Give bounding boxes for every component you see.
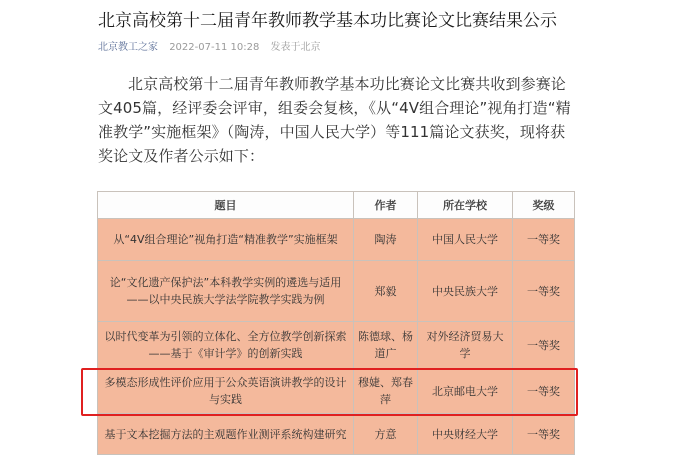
cell-author: 陶涛: [354, 219, 418, 261]
cell-award: 一等奖: [513, 414, 575, 455]
article-meta: [98, 38, 321, 53]
table-row: [98, 219, 575, 261]
intro-paragraph: 北京高校第十二届青年教师教学基本功比赛论文比赛共收到参赛论文405篇，经评委会评审，组委会复核，《从“4V组合理论”视角打造“精准教学”实施框架》（陶涛，中国人民大学）等111篇论文获奖，现将获奖论文及作者公示如下：: [98, 75, 571, 165]
cell-title: 论“文化遗产保护法”本科教学实例的遴选与适用——以中央民族大学法学院教学实践为例: [98, 261, 354, 322]
table-row: [98, 322, 575, 369]
article-title: 北京高校第十二届青年教师教学基本功比赛论文比赛结果公示: [98, 11, 557, 31]
table-header-row: [98, 192, 575, 219]
cell-school: 对外经济贸易大学: [418, 322, 513, 369]
cell-school: 中央民族大学: [418, 261, 513, 322]
cell-title: 多模态形成性评价应用于公众英语演讲教学的设计与实践: [98, 369, 354, 414]
publish-time: 2022-07-11 10:28: [169, 42, 260, 53]
cell-award: 一等奖: [513, 369, 575, 414]
header-school: 所在学校: [418, 192, 513, 219]
publish-location: 发表于北京: [270, 42, 321, 53]
table-row: [98, 261, 575, 322]
cell-title: 基于文本挖掘方法的主观题作业测评系统构建研究: [98, 414, 354, 455]
cell-author: 穆婕、郑春萍: [354, 369, 418, 414]
cell-title: 从“4V组合理论”视角打造“精准教学”实施框架: [98, 219, 354, 261]
cell-award: 一等奖: [513, 261, 575, 322]
cell-title: 以时代变革为引领的立体化、全方位教学创新探索——基于《审计学》的创新实践: [98, 322, 354, 369]
source-account-link[interactable]: 北京教工之家: [98, 42, 158, 53]
cell-award: 一等奖: [513, 322, 575, 369]
awards-table: [97, 191, 575, 455]
cell-author: 陈德球、杨道广: [354, 322, 418, 369]
table-row-highlighted: [98, 369, 575, 414]
header-award: 奖级: [513, 192, 575, 219]
cell-author: 方意: [354, 414, 418, 455]
cell-school: 中国人民大学: [418, 219, 513, 261]
header-author: 作者: [354, 192, 418, 219]
table-row: [98, 414, 575, 455]
cell-award: 一等奖: [513, 219, 575, 261]
header-title: 题目: [98, 192, 354, 219]
cell-school: 北京邮电大学: [418, 369, 513, 414]
cell-school: 中央财经大学: [418, 414, 513, 455]
cell-author: 郑毅: [354, 261, 418, 322]
